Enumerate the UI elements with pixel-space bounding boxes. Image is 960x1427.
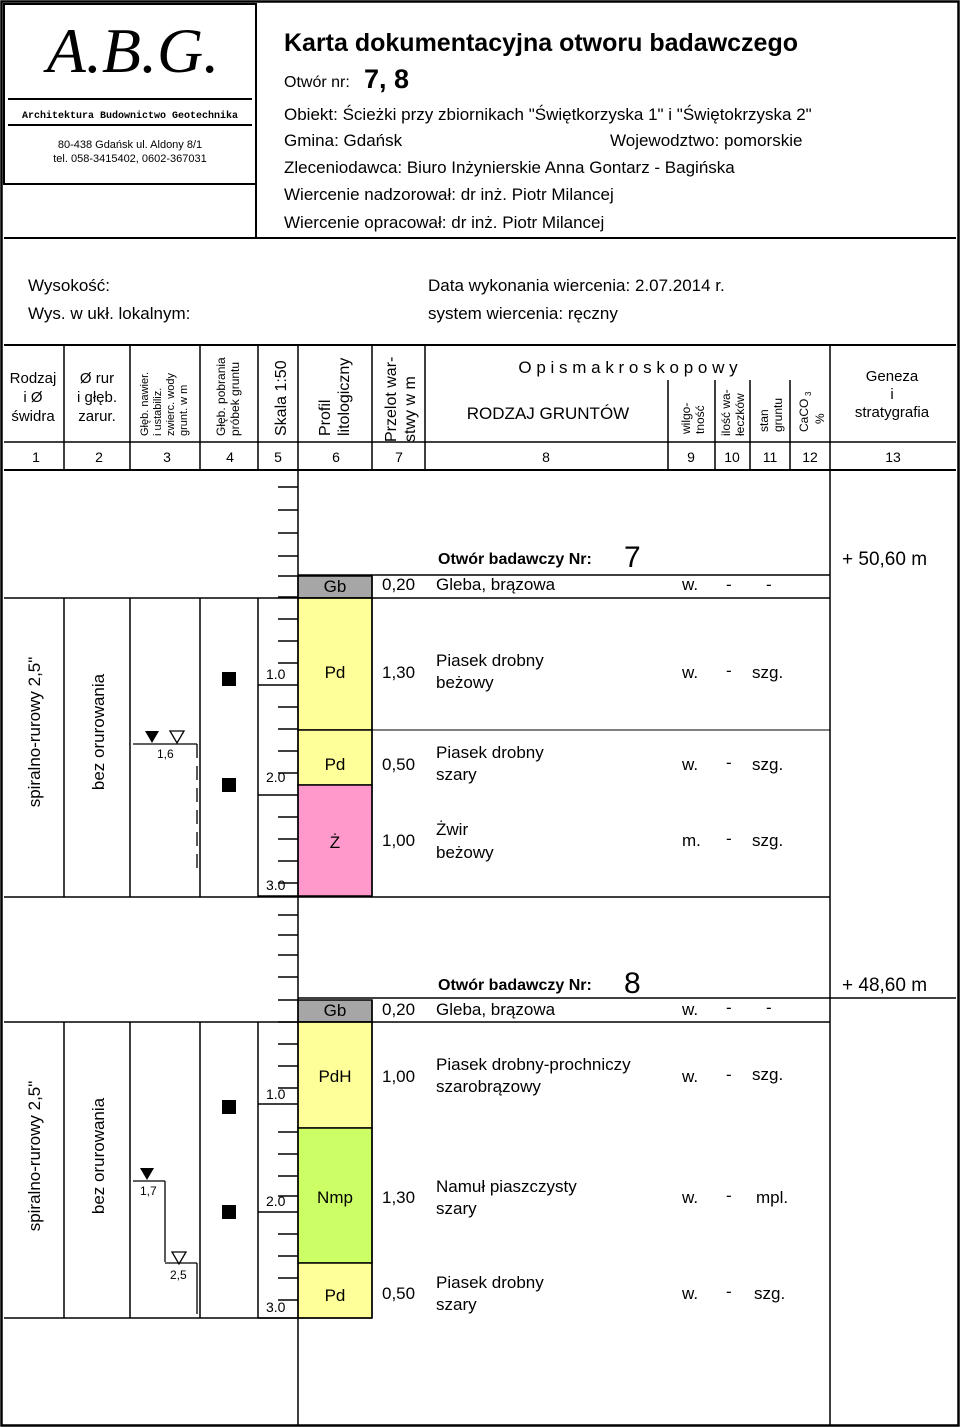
svg-text:Pd: Pd (324, 755, 346, 774)
col13-line3: stratygrafia (854, 404, 930, 421)
svg-text:Głęb. pobrania: Głęb. pobrania (214, 357, 228, 436)
hole-7-drill-type: spiralno-rurowy 2,5" (25, 656, 44, 808)
hole-7-section (4, 487, 927, 896)
col11-header (757, 398, 785, 432)
svg-text:1,30: 1,30 (382, 1188, 416, 1207)
company-logo: A.B.G. (46, 15, 220, 86)
hole-8-scale-ticks (258, 915, 298, 1318)
hole-8-water-stable-depth: 2,5 (170, 1268, 187, 1282)
wojewodztwo-line: Wojewodztwo: pomorskie (610, 131, 803, 150)
svg-text:beżowy: beżowy (436, 673, 494, 692)
svg-text:5: 5 (274, 449, 282, 465)
svg-text:w.: w. (682, 1067, 699, 1086)
hole-numbers: 7, 8 (364, 64, 410, 94)
svg-text:szary: szary (436, 1199, 477, 1218)
svg-text:łeczków: łeczków (733, 393, 747, 436)
svg-text:-: - (726, 575, 732, 594)
client-line: Zleceniodawca: Biuro Inżynierskie Anna Gontarz - Bagińska (284, 158, 735, 177)
hole-7-scale-2: 2.0 (266, 769, 286, 785)
col6-header (317, 358, 353, 436)
hole-8-layer-row (318, 1055, 783, 1096)
svg-text:szg.: szg. (752, 1065, 784, 1084)
col12-header (797, 391, 827, 432)
svg-text:3: 3 (804, 391, 813, 396)
svg-text:CaCO: CaCO (797, 398, 811, 432)
svg-text:8: 8 (542, 449, 550, 465)
svg-text:6: 6 (332, 449, 340, 465)
svg-text:-: - (726, 1186, 732, 1205)
svg-text:9: 9 (687, 449, 695, 465)
svg-text:w.: w. (682, 1284, 699, 1303)
hole-8-section (4, 915, 956, 1318)
svg-text:Piasek drobny: Piasek drobny (436, 651, 544, 670)
svg-text:Pd: Pd (324, 663, 346, 682)
svg-text:szary: szary (436, 765, 477, 784)
svg-text:m.: m. (682, 831, 701, 850)
svg-text:Skala 1:50: Skala 1:50 (273, 360, 290, 436)
hole-8-layer-row (325, 1273, 786, 1314)
svg-text:0,20: 0,20 (382, 1000, 416, 1019)
svg-text:stwy w m: stwy w m (402, 376, 419, 442)
svg-text:1,00: 1,00 (382, 831, 416, 850)
company-phone: tel. 058-3415402, 0602-367031 (53, 153, 207, 165)
hole-7-casing: bez orurowania (89, 673, 108, 791)
svg-text:beżowy: beżowy (436, 843, 494, 862)
hole-7-label: Otwór badawczy Nr: (438, 551, 592, 568)
svg-text:Gleba, brązowa: Gleba, brązowa (436, 1000, 556, 1019)
col1-line1: Rodzaj (9, 370, 57, 387)
svg-text:w.: w. (682, 1188, 699, 1207)
hole-7-layer-row (330, 820, 783, 862)
hole-7-layer-row (324, 575, 772, 596)
object-line: Obiekt: Ścieżki przy zbiornikach "Świętkorzyska 1" i "Świętokrzyska 2" (284, 105, 812, 124)
svg-text:-: - (766, 998, 772, 1017)
hole-7-layer-row (325, 743, 784, 784)
svg-text:litologiczny: litologiczny (336, 357, 353, 436)
hole-7-sample-icon (222, 672, 236, 686)
svg-text:3: 3 (163, 449, 171, 465)
col13-line2: i (890, 386, 894, 403)
svg-text:Gleba, brązowa: Gleba, brązowa (436, 575, 556, 594)
svg-text:Piasek drobny: Piasek drobny (436, 743, 544, 762)
svg-text:-: - (726, 753, 732, 772)
svg-text:-: - (766, 575, 772, 594)
col10-header (719, 389, 747, 436)
svg-text:szary: szary (436, 1295, 477, 1314)
hole-7-scale-1: 1.0 (266, 666, 286, 682)
col3-header (139, 372, 190, 436)
svg-text:gruntu: gruntu (771, 397, 785, 432)
hole-8-drill-type: spiralno-rurowy 2,5" (25, 1080, 44, 1232)
svg-text:Nmp: Nmp (317, 1188, 353, 1207)
svg-text:stan: stan (757, 409, 771, 432)
supervised-line: Wiercenie nadzorował: dr inż. Piotr Milancej (284, 185, 614, 204)
svg-text:Namuł piaszczysty: Namuł piaszczysty (436, 1177, 577, 1196)
hole-label: Otwór nr: (284, 74, 350, 91)
col5-header (273, 360, 290, 436)
column-numbers (32, 449, 901, 465)
height-label: Wysokość: (28, 276, 111, 295)
svg-text:12: 12 (802, 449, 818, 465)
hole-7-sample-icon (222, 778, 236, 792)
col2-line3: zarur. (78, 408, 116, 425)
svg-text:Piasek drobny-prochniczy: Piasek drobny-prochniczy (436, 1055, 631, 1074)
svg-text:Profil: Profil (317, 399, 334, 436)
svg-text:Głęb. nawier.: Głęb. nawier. (139, 371, 151, 436)
svg-text:szg.: szg. (752, 663, 784, 682)
svg-text:-: - (726, 1065, 732, 1084)
gmina-line: Gmina: Gdańsk (284, 131, 403, 150)
svg-text:Ż: Ż (329, 833, 341, 852)
svg-text:Pd: Pd (324, 1286, 346, 1305)
svg-text:0,50: 0,50 (382, 755, 416, 774)
hole-7-layer-row (325, 651, 784, 692)
local-height-label: Wys. w ukł. lokalnym: (28, 304, 191, 323)
svg-text:-: - (726, 1282, 732, 1301)
col13-line1: Geneza (865, 368, 919, 385)
soil-type-header: RODZAJ GRUNTÓW (466, 404, 630, 423)
svg-text:-: - (726, 661, 732, 680)
svg-text:PdH: PdH (318, 1067, 352, 1086)
page-title: Karta dokumentacyjna otworu badawczego (284, 29, 798, 57)
hole-8-layer-row (324, 998, 772, 1020)
svg-text:Żwir: Żwir (436, 820, 469, 839)
hole-8-label: Otwór badawczy Nr: (438, 977, 592, 994)
col1-line2: i Ø (23, 389, 43, 406)
hole-8-sample-icon (222, 1100, 236, 1114)
svg-text:wilgo-: wilgo- (679, 402, 693, 434)
company-tagline: Architektura Budownictwo Geotechnika (21, 111, 239, 122)
hole-8-sample-icon (222, 1205, 236, 1219)
col9-header (679, 403, 707, 435)
svg-text:7: 7 (395, 449, 403, 465)
col7-header (383, 357, 419, 442)
hole-8-layer-row (317, 1177, 788, 1218)
hole-8-scale-3: 3.0 (266, 1299, 286, 1315)
svg-text:Gb: Gb (323, 1001, 347, 1020)
hole-7-scale-ticks (258, 487, 298, 896)
hole-7-elevation: + 50,60 m (842, 549, 928, 570)
hole-8-scale-2: 2.0 (266, 1193, 286, 1209)
svg-text:mpl.: mpl. (756, 1188, 789, 1207)
svg-text:szg.: szg. (752, 755, 784, 774)
hole-7-scale-3: 3.0 (266, 877, 286, 893)
svg-text:1,30: 1,30 (382, 663, 416, 682)
col1-line3: świdra (11, 408, 55, 425)
svg-text:4: 4 (226, 449, 234, 465)
svg-text:11: 11 (762, 449, 778, 465)
svg-text:tność: tność (693, 405, 707, 434)
svg-text:w.: w. (682, 755, 699, 774)
hole-8-elevation: + 48,60 m (842, 975, 928, 996)
col2-line2: i głęb. (76, 389, 118, 406)
svg-text:13: 13 (885, 449, 901, 465)
drilling-info (28, 276, 725, 323)
company-address: 80-438 Gdańsk ul. Aldony 8/1 (57, 139, 203, 151)
svg-text:-: - (726, 829, 732, 848)
header (284, 29, 812, 232)
svg-text:szarobrązowy: szarobrązowy (436, 1077, 541, 1096)
svg-text:1,00: 1,00 (382, 1067, 416, 1086)
hole-7-number: 7 (624, 541, 641, 574)
svg-text:grunt. w m: grunt. w m (178, 384, 190, 436)
svg-text:-: - (726, 998, 732, 1017)
svg-text:ilość wa-: ilość wa- (719, 389, 733, 436)
hole-8-scale-1: 1.0 (266, 1086, 286, 1102)
company-logo-box (4, 4, 256, 238)
svg-text:2: 2 (95, 449, 103, 465)
svg-text:w.: w. (682, 575, 699, 594)
svg-text:%: % (813, 413, 827, 424)
svg-text:szg.: szg. (752, 831, 784, 850)
svg-text:0,20: 0,20 (382, 575, 416, 594)
svg-text:szg.: szg. (754, 1284, 786, 1303)
drilling-system: system wiercenia: ręczny (428, 304, 618, 323)
svg-text:Przelot war-: Przelot war- (383, 356, 400, 442)
svg-text:10: 10 (724, 449, 740, 465)
svg-text:Gb: Gb (323, 577, 347, 596)
hole-8-water-depth: 1,7 (140, 1184, 157, 1198)
svg-text:0,50: 0,50 (382, 1284, 416, 1303)
macro-description-header: O p i s m a k r o s k o p o w y (518, 358, 738, 377)
svg-text:1: 1 (32, 449, 40, 465)
svg-text:i ustabiliz.: i ustabiliz. (152, 387, 164, 436)
svg-text:Piasek drobny: Piasek drobny (436, 1273, 544, 1292)
hole-8-number: 8 (624, 967, 641, 1000)
hole-8-casing: bez orurowania (89, 1097, 108, 1215)
svg-text:w.: w. (682, 1000, 699, 1019)
svg-text:w.: w. (682, 663, 699, 682)
col4-header (214, 357, 242, 436)
hole-7-water-depth: 1,6 (157, 747, 174, 761)
prepared-line: Wiercenie opracował: dr inż. Piotr Milancej (284, 213, 605, 232)
svg-text:próbek gruntu: próbek gruntu (228, 361, 242, 436)
svg-text:zwierc. wody: zwierc. wody (165, 373, 177, 436)
drilling-date: Data wykonania wiercenia: 2.07.2014 r. (428, 276, 725, 295)
col2-line1: Ø rur (79, 370, 115, 387)
column-header (4, 345, 956, 470)
